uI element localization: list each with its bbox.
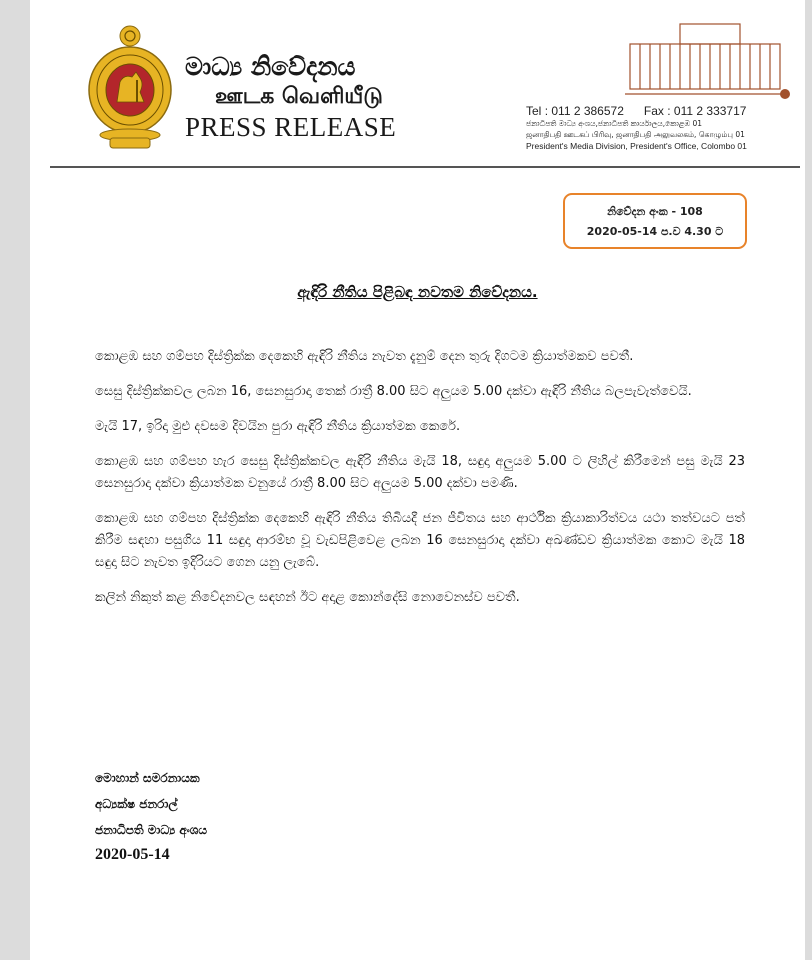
address-tamil: ஜனாதிபதி ஊடகப் பிரிவு, ஜனாதிபதி அலுவலகம், கொழும்பு 01 bbox=[526, 130, 745, 139]
sri-lanka-emblem-icon bbox=[84, 22, 176, 152]
tel-label: Tel bbox=[526, 104, 542, 118]
title-tamil: ஊடக வெளியீடு bbox=[215, 84, 383, 109]
body-paragraph: කලින් නිකුත් කළ නිවේදනවල සඳහන් ඊට අදාළ කොන්දේසි නොවෙනස්ව පවතී. bbox=[95, 590, 520, 605]
signature-block bbox=[95, 765, 207, 843]
tel-value: : 011 2 386572 bbox=[544, 104, 624, 118]
address-sinhala: ජනාධිපති මාධ්‍ය අංශය,ජනාධිපති කාර්යාලය,කොළඹ 01 bbox=[526, 119, 702, 128]
reference-datetime: 2020-05-14 ප.ව 4.30 ට bbox=[586, 225, 724, 238]
signatory-position: අධ්‍යක්ෂ ජනරාල් bbox=[95, 797, 178, 811]
title-english: PRESS RELEASE bbox=[185, 112, 397, 142]
title-block bbox=[185, 52, 396, 142]
body-paragraph: කොළඹ සහ ගම්පහ දිස්ත්‍රික්ක දෙකෙහි ඇඳිරි නීතිය තිබියදී ජන ජීවිතය සහ ආර්ථික ක්‍රියාකාරිත්වය යථා තත්වයට පත් කිරීම සඳහා පසුගිය 11 සඳුදා ආරම්භ වූ වැඩපිළිවෙළ ලබන 16 සෙනසුරාදා දක්වා අඛණ්ඩව ක්‍රියාත්මක කොට මැයි 18 සඳුදා සිට නැවත ඉදිරියට ගෙන යනු ලැබේ. bbox=[95, 511, 745, 570]
title-sinhala: මාධ්‍ය නිවේදනය bbox=[185, 52, 356, 81]
body-paragraph: සෙසු දිස්ත්‍රික්කවල ලබන 16, සෙනසුරාදා තෙක් රාත්‍රී 8.00 සිට අලුයම 5.00 දක්වා ඇඳිරි නීතිය බලපැවැත්වෙයි. bbox=[95, 384, 692, 399]
reference-box bbox=[563, 193, 747, 249]
reference-number: නිවේදන අංක - 108 bbox=[607, 205, 703, 218]
body-paragraph: මැයි 17, ඉරිදා මුළු දවසම දිවයින පුරා ඇඳිරි නීතිය ක්‍රියාත්මක කෙරේ. bbox=[95, 419, 461, 434]
presidential-secretariat-building-icon bbox=[620, 14, 795, 102]
contact-phone-line bbox=[526, 104, 796, 118]
signatory-office: ජනාධිපති මාධ්‍ය අංශය bbox=[95, 823, 208, 837]
header-divider bbox=[50, 166, 800, 168]
fax-label: Fax bbox=[643, 104, 664, 118]
document-heading: ඇඳිරි නීතිය පිළිබඳ නවතම නිවේදනය. bbox=[297, 283, 538, 301]
press-release-page bbox=[30, 0, 805, 960]
contact-block bbox=[526, 104, 796, 152]
document-body bbox=[95, 346, 745, 622]
signatory-name: මොහාන් සමරනායක bbox=[95, 771, 200, 785]
signature-date: 2020-05-14 bbox=[95, 846, 170, 863]
fax-value: : 011 2 333717 bbox=[667, 104, 747, 118]
body-paragraph: කොළඹ සහ ගම්පහ හැර සෙසු දිස්ත්‍රික්කවල ඇඳිරි නීතිය මැයි 18, සඳුදා අලුයම 5.00 ට ලිහිල් කිරීමෙන් පසු මැයි 23 සෙනසුරාදා දක්වා ක්‍රියාත්මක වනුයේ රාත්‍රී 8.00 සිට අලුයම 5.00 දක්වා පමණි. bbox=[95, 454, 745, 491]
address-english: President's Media Division, President's Office, Colombo 01 bbox=[526, 141, 747, 151]
body-paragraph: කොළඹ සහ ගම්පහ දිස්ත්‍රික්ක දෙකෙහි ඇඳිරි නීතිය නැවත දැනුම් දෙන තුරු දිගටම ක්‍රියාත්මකව පවතී. bbox=[95, 349, 634, 364]
